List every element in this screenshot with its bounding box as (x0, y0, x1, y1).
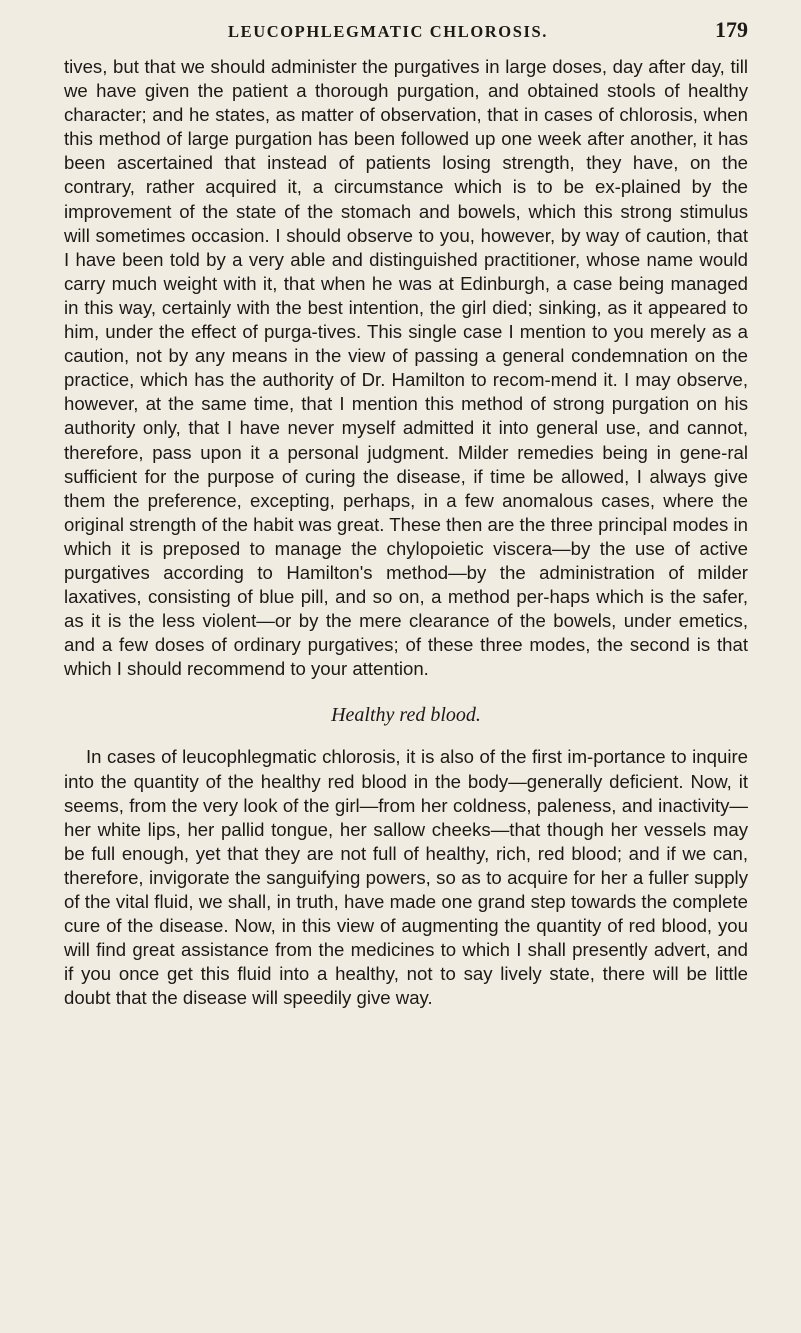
paragraph-continued: tives, but that we should administer the purgatives in large doses, day after day, till we have given the patient a thorough purgation, and obtained stools of healthy character; and he states, as matter of observation, that in cases of chlorosis, when this method of large purgation has been followed up one week after another, it has been ascertained that instead of patients losing strength, they have, on the contrary, rather acquired it, a circumstance which is to be ex-plained by the improvement of the state of the stomach and bowels, which this strong stimulus will sometimes occasion. I should observe to you, however, by way of caution, that I have been told by a very able and distinguished practitioner, whose name would carry much weight with it, that when he was at Edinburgh, a case being managed in this way, certainly with the best intention, the girl died; sinking, as it appeared to him, under the effect of purga-tives. This single case I mention to you merely as a caution, not by any means in the view of passing a general condemnation on the practice, which has the authority of Dr. Hamilton to recom-mend it. I may observe, however, at the same time, that I mention this method of strong purgation on his authority only, that I have never myself admitted it into general use, and cannot, therefore, pass upon it a personal judgment. Milder remedies being in gene-ral sufficient for the purpose of curing the disease, if time be allowed, I always give them the preference, excepting, perhaps, in a few anomalous cases, where the original strength of the habit was great. These then are the three principal modes in which it is preposed to manage the chylopoietic viscera—by the use of active purgatives according to Hamilton's method—by the administration of milder laxatives, consisting of blue pill, and so on, a method per-haps which is the safer, as it is the less violent—or by the mere clearance of the bowels, under emetics, and a few doses of ordinary purgatives; of these three modes, the second is that which I should recommend to your attention. (64, 56, 748, 680)
section-heading: Healthy red blood. (331, 704, 481, 727)
paragraph-healthy-red-blood: In cases of leucophlegmatic chlorosis, it is also of the first im-portance to inquire into the quantity of the healthy red blood in the body—generally deficient. Now, it seems, from the very look of the girl—from her coldness, paleness, and inactivity—her white lips, her pallid tongue, her sallow cheeks—that though her vessels may be full enough, yet that they are not full of healthy, rich, red blood; and if we can, therefore, invigorate the sanguifying powers, so as to acquire for her a fuller supply of the vital fluid, we shall, in truth, have made one grand step towards the complete cure of the disease. Now, in this view of augmenting the quantity of red blood, you will find great assistance from the medicines to which I shall presently advert, and if you once get this fluid into a healthy, not to say lively state, there will be little doubt that the disease will speedily give way. (64, 746, 748, 1009)
body-text (64, 55, 748, 1010)
page-number: 179 (715, 17, 748, 42)
running-title: LEUCOPHLEGMATIC CHLOROSIS. (228, 22, 549, 41)
running-head (228, 17, 748, 48)
